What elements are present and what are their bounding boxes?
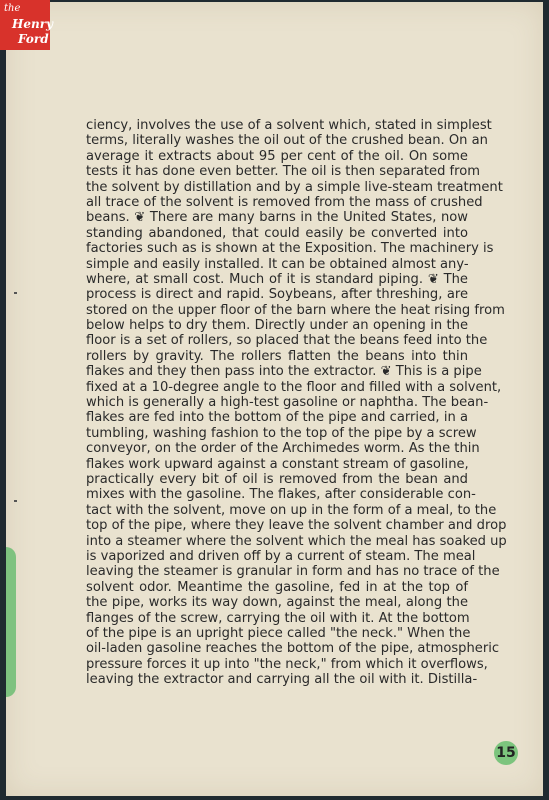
text-line: standing abandoned, that could easily be converted into bbox=[86, 225, 468, 241]
text-line: beans. ❦ There are many barns in the United States, now bbox=[86, 210, 468, 226]
text-line: simple and easily installed. It can be obtained almost any- bbox=[86, 256, 469, 272]
text-line: tumbling, washing fashion to the top of the pipe by a screw bbox=[86, 425, 477, 441]
text-line: ciency, involves the use of a solvent which, stated in simplest bbox=[86, 118, 492, 133]
text-line: fixed at a 10-degree angle to the floor and filled with a solvent, bbox=[86, 379, 502, 395]
text-line: mixes with the gasoline. The flakes, after considerable con- bbox=[86, 487, 476, 503]
text-line: into a steamer where the solvent which the meal has soaked up bbox=[86, 533, 507, 549]
text-line: practically every bit of oil is removed from the bean and bbox=[86, 471, 468, 487]
text-line: terms, literally washes the oil out of the crushed bean. On an bbox=[86, 133, 488, 149]
text-line: leaving the steamer is granular in form and has no trace of the bbox=[86, 564, 500, 580]
text-line: tact with the solvent, move on up in the form of a meal, to the bbox=[86, 502, 497, 518]
text-line: leaving the extractor and carrying all the oil with it. Distilla- bbox=[86, 672, 478, 688]
henry-ford-logo[interactable] bbox=[0, 0, 53, 50]
text-line: which is generally a high-test gasoline or naphtha. The bean- bbox=[86, 395, 489, 411]
text-line: tests it has done even better. The oil is then separated from bbox=[86, 164, 481, 180]
page-number: 15 bbox=[494, 741, 518, 765]
text-line: the solvent by distillation and by a simple live-steam treatment bbox=[86, 179, 503, 195]
text-line: where, at small cost. Much of it is standard piping. ❦ The bbox=[86, 271, 468, 287]
text-line: conveyor, on the order of the Archimedes worm. As the thin bbox=[86, 441, 480, 457]
text-line: average it extracts about 95 per cent of the oil. On some bbox=[86, 148, 468, 164]
text-line: pressure forces it up into "the neck," from which it overflows, bbox=[86, 656, 488, 672]
green-edge-tab bbox=[6, 547, 16, 697]
logo-henry: Henry bbox=[12, 17, 53, 31]
text-line: process is direct and rapid. Soybeans, after threshing, are bbox=[86, 287, 468, 303]
text-line: of the pipe is an upright piece called "the neck." When the bbox=[86, 625, 471, 641]
spine-mark bbox=[14, 500, 17, 502]
logo-the: the bbox=[4, 3, 21, 14]
text-line: flanges of the screw, carrying the oil with it. At the bottom bbox=[86, 610, 470, 626]
text-line: all trace of the solvent is removed from the mass of crushed bbox=[86, 194, 483, 210]
text-line: top of the pipe, where they leave the solvent chamber and drop bbox=[86, 518, 507, 534]
text-line: below helps to dry them. Directly under an opening in the bbox=[86, 318, 468, 334]
logo-ford: Ford bbox=[18, 32, 49, 46]
spine-mark bbox=[14, 292, 17, 294]
text-line: rollers by gravity. The rollers flatten the beans into thin bbox=[86, 348, 468, 364]
text-line: the pipe, works its way down, against the meal, along the bbox=[86, 595, 468, 611]
text-line: oil-laden gasoline reaches the bottom of the pipe, atmospheric bbox=[86, 641, 500, 657]
text-line: flakes work upward against a constant stream of gasoline, bbox=[86, 456, 469, 472]
page bbox=[6, 2, 543, 796]
text-line: flakes and they then pass into the extractor. ❦ This is a pipe bbox=[86, 364, 482, 380]
text-line: stored on the upper floor of the barn where the heat rising from bbox=[86, 302, 505, 318]
text-line: floor is a set of rollers, so placed that the beans feed into the bbox=[86, 333, 488, 349]
text-line: solvent odor. Meantime the gasoline, fed in at the top of bbox=[86, 579, 468, 595]
text-line: is vaporized and driven off by a current of steam. The meal bbox=[86, 548, 476, 564]
text-line: flakes are fed into the bottom of the pipe and carried, in a bbox=[86, 410, 468, 426]
text-line: factories such as is shown at the Exposition. The machinery is bbox=[86, 241, 494, 257]
body-text bbox=[86, 118, 507, 688]
